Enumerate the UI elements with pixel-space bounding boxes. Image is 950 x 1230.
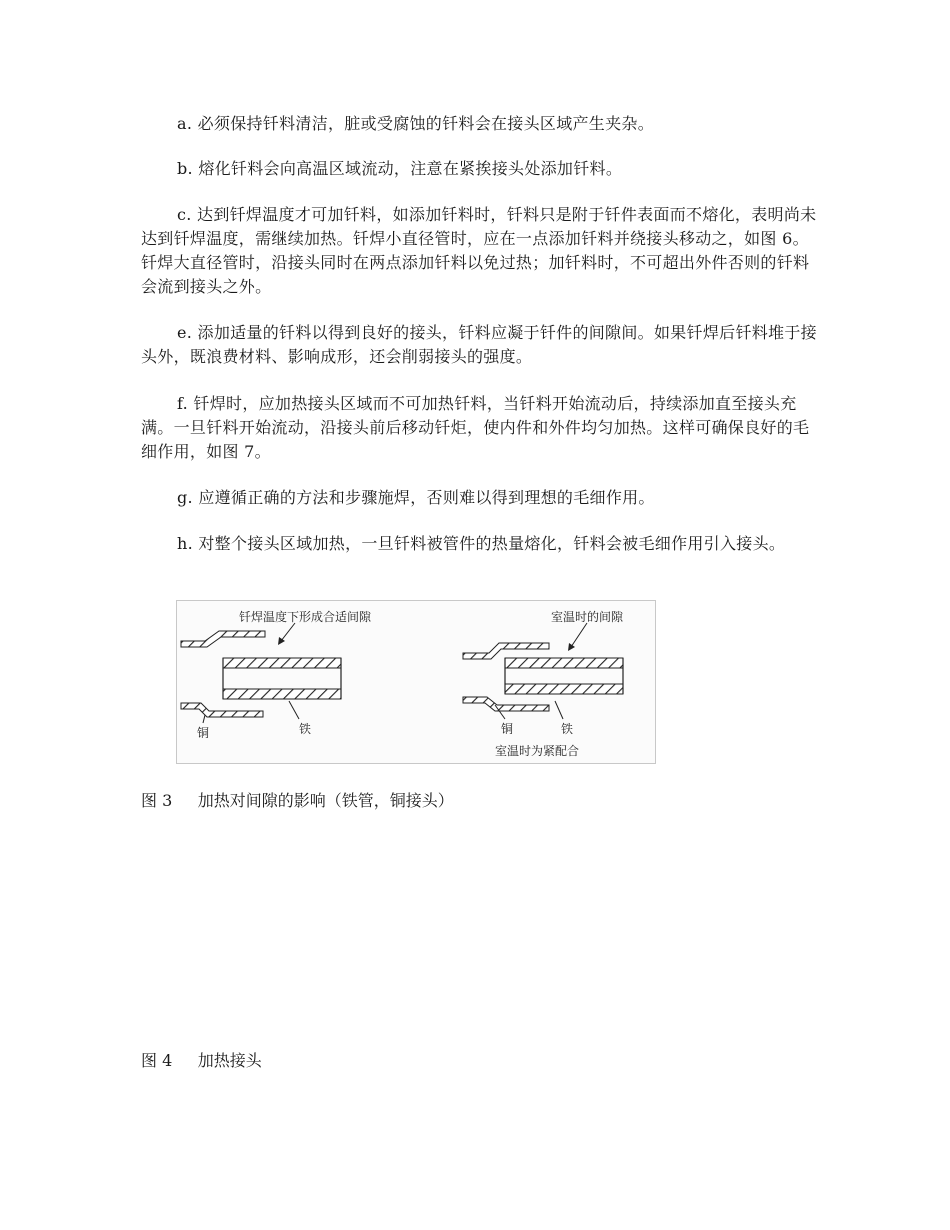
label-left-copper: 铜 — [197, 726, 210, 740]
paragraph-c: c. 达到钎焊温度才可加钎料，如添加钎料时，钎料只是附于钎件表面而不熔化，表明尚未达到钎焊温度，需继续加热。钎焊小直径管时，应在一点添加钎料并绕接头移动之，如图 6。钎焊大直径管时，沿接头同时在两点添加钎料以免过热；加钎料时，不可超出外件否则的钎料会流到接头之外。 — [141, 205, 817, 296]
label-left-iron: 铁 — [299, 722, 312, 736]
label-right-copper: 铜 — [501, 722, 514, 736]
paragraph-f: f. 钎焊时，应加热接头区域而不可加热钎料，当钎料开始流动后，持续添加直至接头充满。一旦钎料开始流动，沿接头前后移动钎炬，使内件和外件均匀加热。这样可确保良好的毛细作用，如图 7。 — [141, 394, 810, 461]
figure-3-image — [176, 600, 656, 764]
figure-4-number: 图 4 — [141, 1051, 173, 1070]
right-joint-drawing — [463, 623, 623, 719]
figure-3-caption — [141, 789, 454, 813]
label-gap-at-room-temp: 室温时的间隙 — [551, 610, 624, 624]
figure-3-title: 加热对间隙的影响（铁管，铜接头） — [197, 791, 454, 810]
paragraph-e: e. 添加适量的钎料以得到良好的接头，钎料应凝于钎件的间隙间。如果钎焊后钎料堆于接头外，既浪费材料、影响成形，还会削弱接头的强度。 — [141, 323, 817, 366]
label-gap-at-brazing-temp: 钎焊温度下形成合适间隙 — [239, 610, 372, 624]
paragraph-g: g. 应遵循正确的方法和步骤施焊，否则难以得到理想的毛细作用。 — [177, 488, 655, 507]
figure-4-caption — [141, 1049, 262, 1073]
label-right-iron: 铁 — [561, 722, 574, 736]
label-tight-fit-room-temp: 室温时为紧配合 — [495, 744, 580, 758]
paragraph-b: b. 熔化钎料会向高温区域流动，注意在紧挨接头处添加钎料。 — [177, 159, 623, 178]
figure-3-number: 图 3 — [141, 791, 173, 810]
figure-3-diagram — [177, 601, 655, 763]
left-joint-drawing — [181, 623, 341, 723]
figure-4-title: 加热接头 — [197, 1051, 262, 1070]
paragraph-a: a. 必须保持钎料清洁，脏或受腐蚀的钎料会在接头区域产生夹杂。 — [177, 114, 655, 133]
paragraph-h: h. 对整个接头区域加热，一旦钎料被管件的热量熔化，钎料会被毛细作用引入接头。 — [177, 534, 786, 553]
